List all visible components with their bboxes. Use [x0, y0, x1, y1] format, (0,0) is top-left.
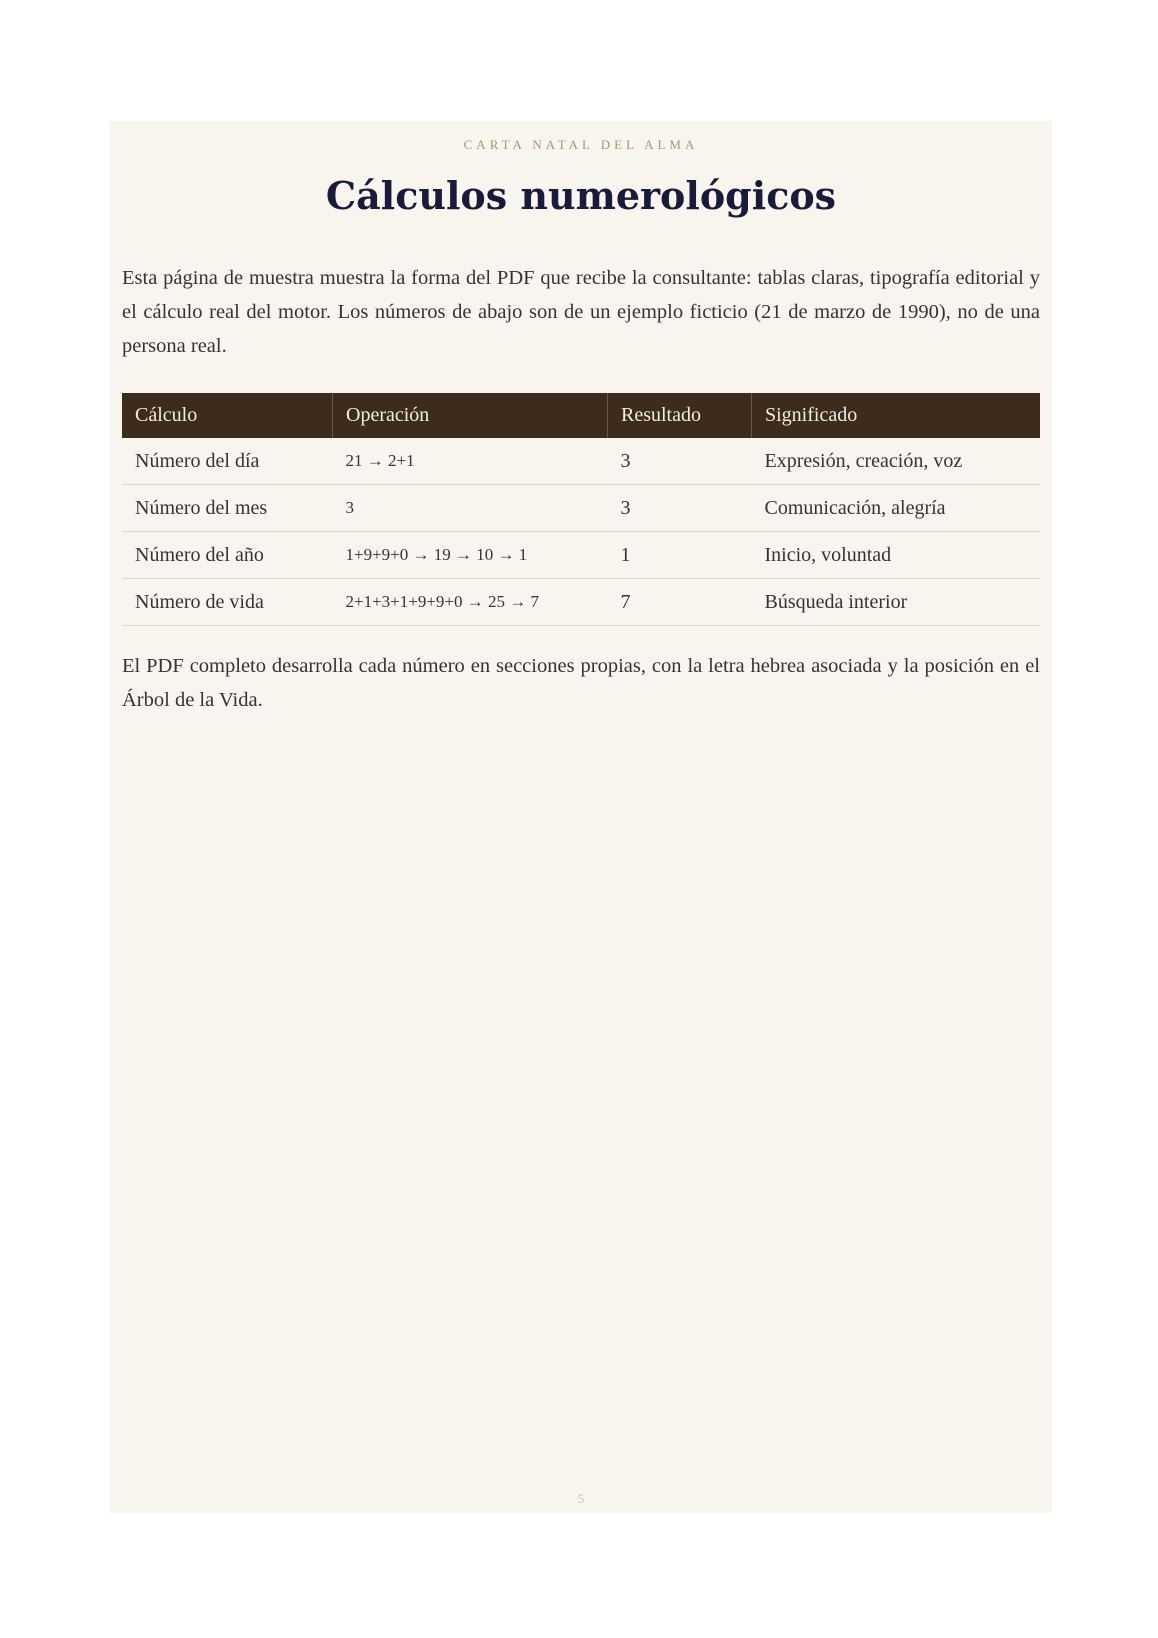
cell-significado: Búsqueda interior	[752, 579, 1041, 626]
table-row	[122, 532, 1040, 579]
cell-calculo: Número del año	[122, 532, 333, 579]
page-number: 5	[577, 1491, 585, 1506]
cell-significado: Expresión, creación, voz	[752, 438, 1041, 485]
cell-calculo: Número del día	[122, 438, 333, 485]
table-header-row	[122, 393, 1040, 438]
section-eyebrow: CARTA NATAL DEL ALMA	[463, 137, 699, 152]
closing-paragraph: El PDF completo desarrolla cada número en secciones propias, con la letra hebrea asociada y la posición en el Árbol de la Vida.	[122, 655, 1040, 711]
calculations-table	[122, 393, 1040, 626]
table-row	[122, 579, 1040, 626]
cell-resultado: 1	[608, 532, 752, 579]
cell-operacion: 21 → 2+1	[333, 438, 608, 485]
cell-resultado: 3	[608, 485, 752, 532]
cell-resultado: 3	[608, 438, 752, 485]
table-row	[122, 485, 1040, 532]
table-row	[122, 438, 1040, 485]
intro-paragraph: Esta página de muestra muestra la forma del PDF que recibe la consultante: tablas claras, tipografía editorial y el cálculo real del motor. Los números de abajo son de un ejemplo ficticio (21 de marzo de 1990), no de una persona real.	[122, 267, 1040, 357]
cell-significado: Inicio, voluntad	[752, 532, 1041, 579]
cell-resultado: 7	[608, 579, 752, 626]
cell-significado: Comunicación, alegría	[752, 485, 1041, 532]
column-header-calculo: Cálculo	[122, 393, 333, 438]
cell-operacion: 1+9+9+0 → 19 → 10 → 1	[333, 532, 608, 579]
cell-calculo: Número de vida	[122, 579, 333, 626]
column-header-operacion: Operación	[333, 393, 608, 438]
column-header-resultado: Resultado	[608, 393, 752, 438]
document-page	[110, 121, 1052, 1513]
cell-operacion: 2+1+3+1+9+9+0 → 25 → 7	[333, 579, 608, 626]
page-title: Cálculos numerológicos	[325, 173, 837, 218]
cell-operacion: 3	[333, 485, 608, 532]
column-header-significado: Significado	[752, 393, 1041, 438]
cell-calculo: Número del mes	[122, 485, 333, 532]
